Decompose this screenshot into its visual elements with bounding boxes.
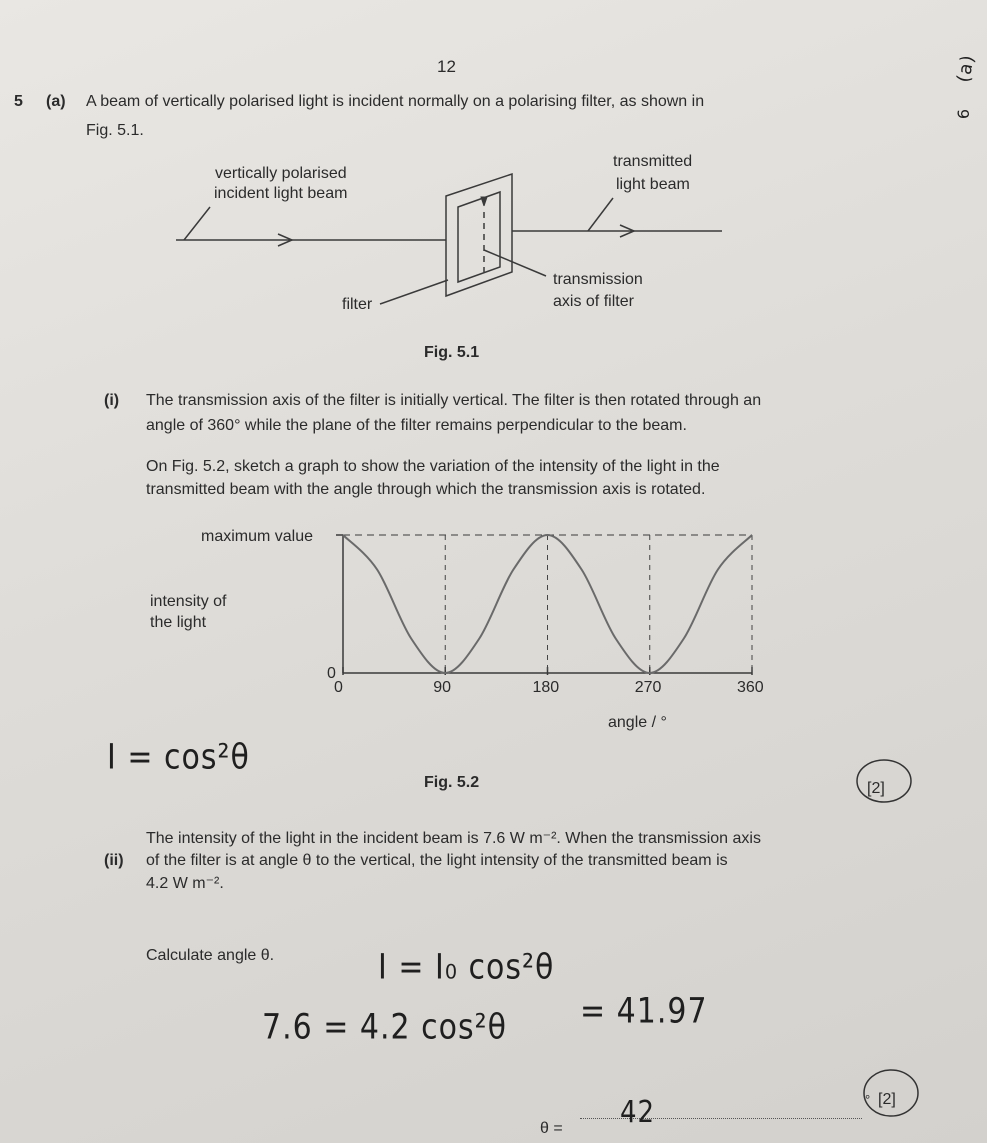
- x-tick-label-360: 360: [737, 679, 764, 696]
- label-axis-2: axis of filter: [553, 293, 634, 310]
- handwritten-working: 7.6 = 4.2 cos²θ: [262, 1007, 508, 1048]
- part-i-line-4: transmitted beam with the angle through which the transmission axis is rotated.: [146, 481, 706, 498]
- label-incident-2: incident light beam: [214, 185, 348, 202]
- label-axis-1: transmission: [553, 271, 643, 288]
- part-ii-line-4: Calculate angle θ.: [146, 947, 275, 964]
- handwritten-result: = 41.97: [580, 991, 708, 1032]
- handwritten-answer: 42: [620, 1095, 656, 1131]
- answer-unit: °: [865, 1092, 871, 1107]
- handwritten-formula-2: I = I₀ cos²θ: [378, 947, 555, 988]
- label-filter: filter: [342, 296, 373, 313]
- max-value-label: maximum value: [201, 528, 314, 545]
- y-label-1: intensity of: [150, 593, 227, 610]
- label-incident-1: vertically polarised: [215, 165, 347, 182]
- label-transmitted-2: light beam: [616, 176, 690, 193]
- margin-note-a: (a): [953, 52, 979, 85]
- margin-note-6: 6: [954, 107, 974, 120]
- part-i-line-3: On Fig. 5.2, sketch a graph to show the variation of the intensity of the light in the: [146, 458, 720, 475]
- page-number: 12: [437, 57, 456, 76]
- part-ii-marks: [2]: [878, 1091, 896, 1108]
- fig-5-2-caption: Fig. 5.2: [424, 774, 480, 791]
- part-ii-line-3: 4.2 W m⁻².: [146, 875, 224, 892]
- label-transmitted-1: transmitted: [613, 153, 693, 170]
- handwritten-formula-1: I = cos²θ: [107, 737, 250, 778]
- answer-prefix: θ =: [540, 1120, 563, 1137]
- part-ii-line-1: The intensity of the light in the incident beam is 7.6 W m⁻². When the transmission axis: [146, 830, 761, 847]
- y-label-2: the light: [150, 614, 207, 631]
- x-tick-label-180: 180: [532, 679, 560, 696]
- part-ii-line-2: of the filter is at angle θ to the vertical, the light intensity of the transmitted beam is: [146, 852, 728, 869]
- part-a-label: (a): [46, 93, 66, 110]
- y-zero-label: 0: [327, 665, 336, 682]
- part-ii-label: (ii): [104, 852, 124, 869]
- x-tick-label-90: 90: [433, 679, 452, 696]
- x-tick-label-0: 0: [334, 679, 343, 696]
- part-i-line-1: The transmission axis of the filter is initially vertical. The filter is then rotated through an: [146, 392, 762, 409]
- x-axis-label: angle / °: [608, 714, 667, 731]
- x-tick-label-270: 270: [634, 679, 662, 696]
- part-i-label: (i): [104, 392, 120, 409]
- intro-line-2: Fig. 5.1.: [86, 122, 144, 139]
- intro-line-1: A beam of vertically polarised light is incident normally on a polarising filter, as shown in: [86, 93, 705, 110]
- part-i-line-2: angle of 360° while the plane of the filter remains perpendicular to the beam.: [146, 417, 687, 434]
- part-i-marks: [2]: [867, 780, 885, 797]
- question-number: 5: [14, 93, 23, 110]
- fig-5-1-caption: Fig. 5.1: [424, 344, 480, 361]
